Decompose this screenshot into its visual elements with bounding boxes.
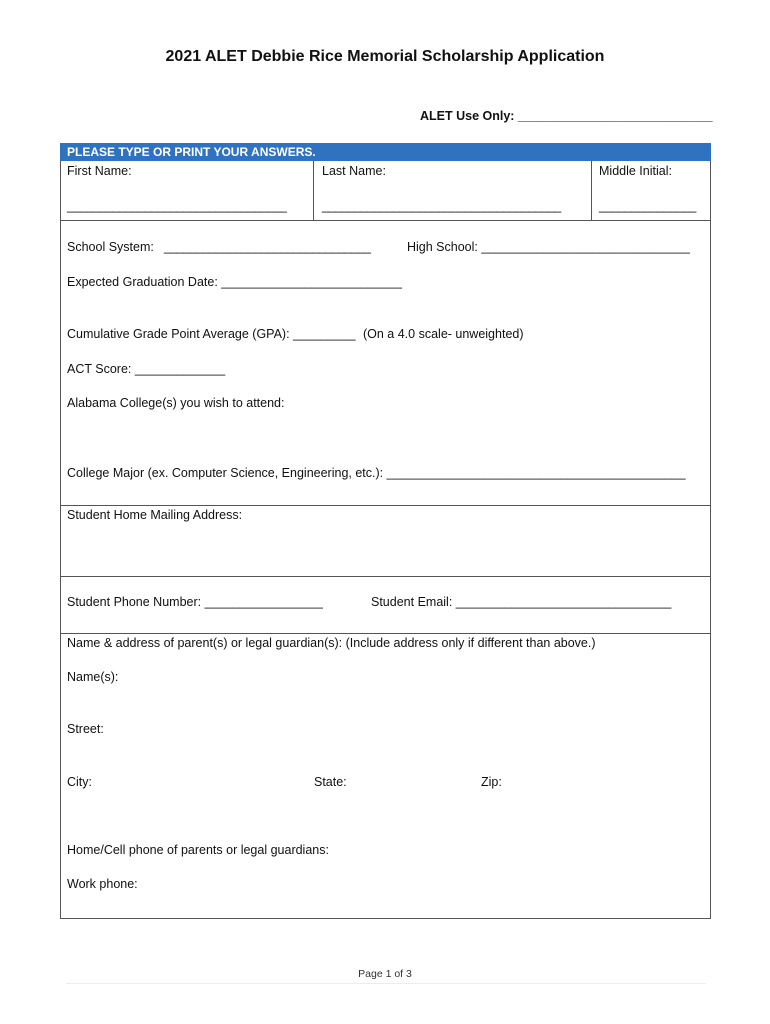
middle-initial-label: Middle Initial:: [599, 164, 672, 178]
divider: [313, 161, 314, 221]
school-system-label: School System:: [67, 240, 154, 254]
graduation-date-field[interactable]: Expected Graduation Date: __________________________: [67, 275, 403, 289]
page-number: Page 1 of 3: [358, 968, 412, 980]
alet-use-only: ALET Use Only: ____________________________: [420, 109, 713, 123]
student-phone-field[interactable]: Student Phone Number: _________________: [67, 595, 323, 609]
instructions-banner: PLEASE TYPE OR PRINT YOUR ANSWERS.: [60, 143, 711, 161]
form-title: 2021 ALET Debbie Rice Memorial Scholarship Application: [165, 48, 605, 65]
guardian-home-phone-label: Home/Cell phone of parents or legal guardians:: [67, 843, 329, 857]
application-form: [60, 143, 711, 919]
first-name-field[interactable]: __________________________________: [67, 199, 287, 213]
guardian-city-label: City:: [67, 775, 92, 789]
first-name-label: First Name:: [67, 164, 132, 178]
divider: [60, 220, 711, 221]
school-system-field[interactable]: ________________________________: [164, 240, 371, 254]
student-email-field[interactable]: Student Email: _______________________________: [371, 595, 672, 609]
gpa-note: (On a 4.0 scale- unweighted): [363, 327, 524, 341]
guardian-heading: Name & address of parent(s) or legal guardian(s): (Include address only if different than above.): [67, 636, 596, 650]
guardian-street-label: Street:: [67, 722, 104, 736]
guardian-names-label: Name(s):: [67, 670, 119, 684]
mailing-address-label: Student Home Mailing Address:: [67, 508, 243, 522]
gpa-field[interactable]: Cumulative Grade Point Average (GPA): _________: [67, 327, 356, 341]
act-score-field[interactable]: ACT Score: _____________: [67, 362, 226, 376]
high-school-field[interactable]: High School: ______________________________: [407, 240, 690, 254]
divider: [60, 505, 711, 506]
guardian-zip-label: Zip:: [481, 775, 502, 789]
divider: [60, 576, 711, 577]
footer-rule: [66, 983, 706, 984]
divider: [60, 633, 711, 634]
guardian-state-label: State:: [314, 775, 347, 789]
guardian-work-phone-label: Work phone:: [67, 877, 138, 891]
college-major-field[interactable]: College Major (ex. Computer Science, Engineering, etc.): ___________________________________________: [67, 466, 686, 480]
colleges-label: Alabama College(s) you wish to attend:: [67, 396, 285, 410]
last-name-label: Last Name:: [322, 164, 386, 178]
middle-initial-field[interactable]: _______________: [599, 199, 696, 213]
last-name-field[interactable]: _____________________________________: [322, 199, 561, 213]
divider: [591, 161, 592, 221]
